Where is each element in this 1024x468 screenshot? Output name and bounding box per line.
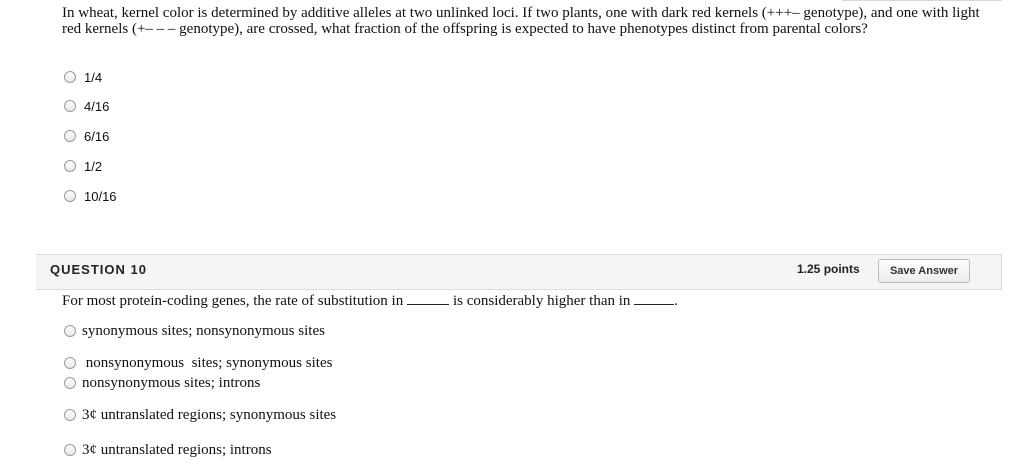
question-10-prompt	[62, 290, 678, 310]
answer-option[interactable]	[64, 354, 332, 372]
question-header	[36, 254, 1002, 290]
option-label: 3¢ untranslated regions; introns	[82, 441, 272, 458]
radio-button[interactable]	[64, 100, 76, 112]
answer-option[interactable]	[64, 98, 109, 114]
radio-button[interactable]	[64, 190, 76, 202]
answer-blank	[407, 290, 449, 305]
option-label: 1/2	[84, 158, 103, 174]
prompt-text: .	[674, 293, 678, 309]
radio-button[interactable]	[64, 160, 76, 172]
answer-option[interactable]	[64, 128, 109, 144]
option-label: 6/16	[84, 128, 110, 144]
question-title: QUESTION 10	[50, 262, 147, 277]
answer-option[interactable]	[64, 188, 117, 204]
question-9-prompt: In wheat, kernel color is determined by additive alleles at two unlinked loci. If two plants, one with dark red kernels (+++– genotype), and one with light red kernels (+– – – genotype), are crossed, what fraction of the offspring is expected to have phenotypes distinct from parental colors?	[62, 5, 980, 37]
answer-option[interactable]	[64, 322, 325, 340]
answer-option[interactable]	[64, 406, 336, 424]
option-label: synonymous sites; nonsynonymous sites	[82, 322, 325, 339]
option-label: 10/16	[84, 188, 117, 204]
save-answer-button[interactable]: Save Answer	[878, 259, 970, 283]
radio-button[interactable]	[64, 130, 76, 142]
radio-button[interactable]	[64, 444, 76, 456]
answer-option[interactable]	[64, 441, 272, 459]
answer-option[interactable]	[64, 69, 102, 85]
radio-button[interactable]	[64, 357, 76, 369]
option-label: 4/16	[84, 98, 110, 114]
option-label: 3¢ untranslated regions; synonymous sites	[82, 406, 337, 423]
divider	[842, 0, 1002, 1]
radio-button[interactable]	[64, 71, 76, 83]
answer-blank	[634, 290, 674, 305]
radio-button[interactable]	[64, 409, 76, 421]
answer-option[interactable]	[64, 158, 102, 174]
radio-button[interactable]	[64, 377, 76, 389]
option-label: nonsynonymous sites; introns	[82, 374, 261, 391]
prompt-text: For most protein-coding genes, the rate of substitution in	[62, 293, 404, 309]
radio-button[interactable]	[64, 325, 76, 337]
prompt-text: is considerably higher than in	[449, 293, 635, 309]
option-label: nonsynonymous sites; synonymous sites	[82, 354, 333, 371]
option-label: 1/4	[84, 69, 103, 85]
answer-option[interactable]	[64, 374, 260, 392]
points-label: 1.25 points	[797, 262, 860, 276]
